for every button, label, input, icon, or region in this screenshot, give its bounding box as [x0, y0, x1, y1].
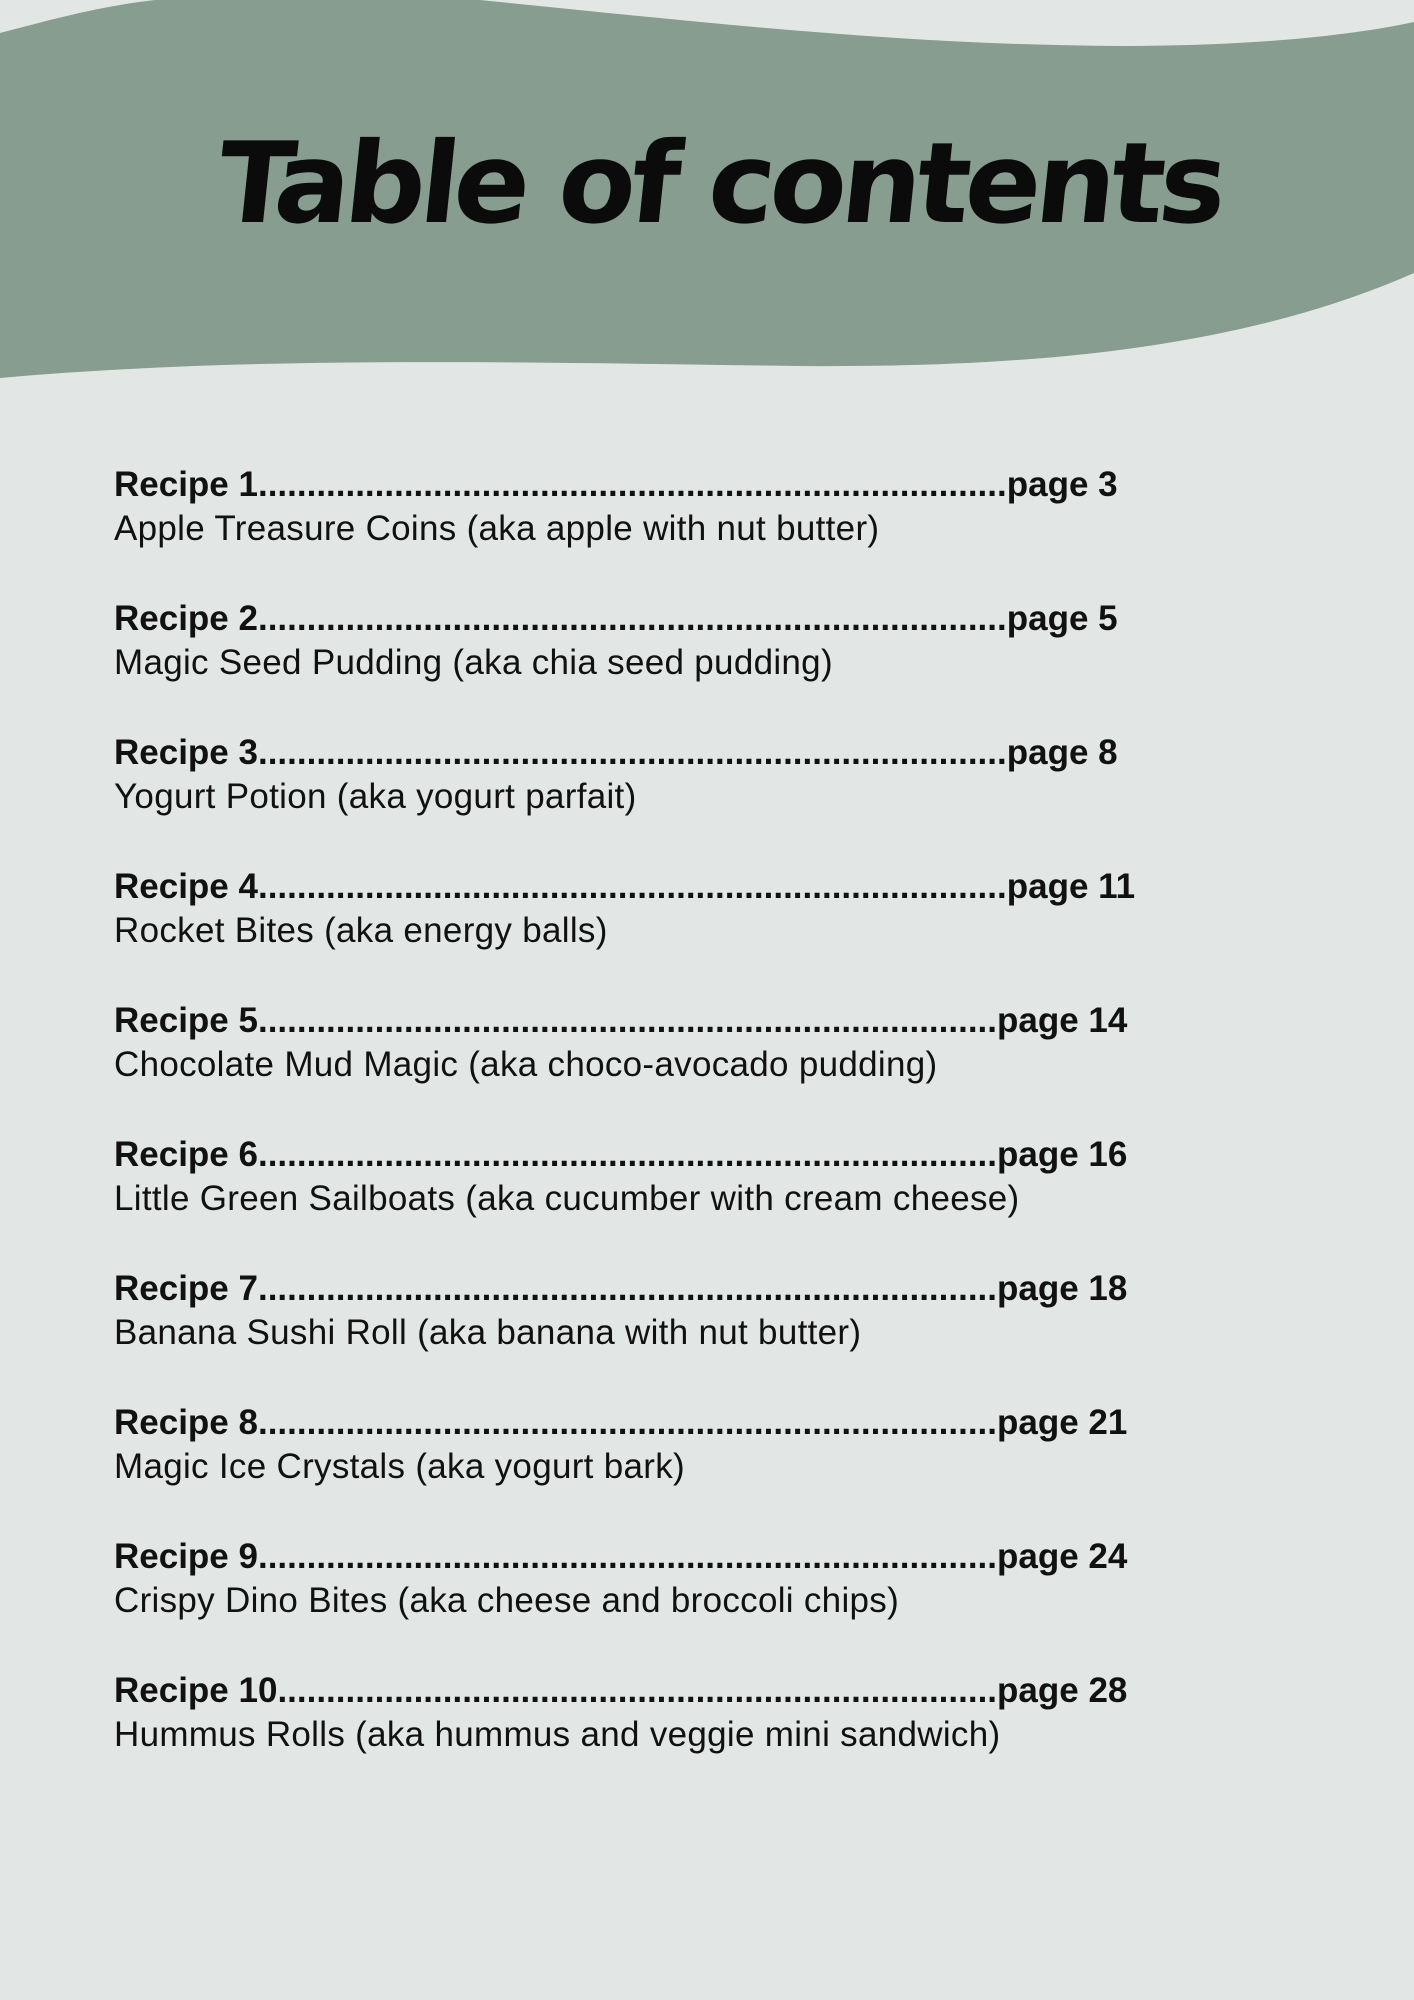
- dot-leader: .............................................................................: [257, 733, 1007, 772]
- toc-entry-heading: [114, 597, 1314, 641]
- page-number: page 24: [997, 1537, 1128, 1576]
- toc-entry: [114, 731, 1314, 865]
- recipe-description: Magic Ice Crystals (aka yogurt bark): [114, 1447, 685, 1486]
- recipe-description: Magic Seed Pudding (aka chia seed pudding): [114, 643, 833, 682]
- dot-leader: ............................................................................: [257, 1537, 998, 1576]
- page-number: page 14: [997, 1001, 1128, 1040]
- toc-entry-heading: [114, 1401, 1314, 1445]
- recipe-label: Recipe 8: [114, 1403, 258, 1442]
- page-number: page 8: [1006, 733, 1118, 772]
- toc-entry-heading: [114, 1535, 1314, 1579]
- dot-leader: ............................................................................: [257, 1269, 998, 1308]
- toc-entry-heading: [114, 999, 1314, 1043]
- dot-leader: ............................................................................: [257, 1001, 998, 1040]
- toc-list: [114, 463, 1314, 1803]
- dot-leader: ..........................................................................: [277, 1671, 998, 1710]
- dot-leader: ............................................................................: [257, 1403, 998, 1442]
- dot-leader: .............................................................................: [257, 599, 1007, 638]
- toc-entry: [114, 1267, 1314, 1401]
- toc-entry-heading: [114, 731, 1314, 775]
- recipe-label: Recipe 4: [114, 867, 258, 906]
- recipe-description: Banana Sushi Roll (aka banana with nut butter): [114, 1313, 862, 1352]
- toc-entry: [114, 1401, 1314, 1535]
- dot-leader: .............................................................................: [257, 867, 1007, 906]
- page-title: Table of contents: [211, 119, 1229, 249]
- recipe-description: Yogurt Potion (aka yogurt parfait): [114, 777, 637, 816]
- toc-entry-heading: [114, 865, 1314, 909]
- toc-entry: [114, 999, 1314, 1133]
- toc-entry: [114, 1535, 1314, 1669]
- recipe-description: Apple Treasure Coins (aka apple with nut butter): [114, 509, 880, 548]
- page-number: page 28: [997, 1671, 1128, 1710]
- page-number: page 3: [1006, 465, 1118, 504]
- recipe-description: Chocolate Mud Magic (aka choco-avocado pudding): [114, 1045, 938, 1084]
- recipe-label: Recipe 10: [114, 1671, 278, 1710]
- recipe-description: Little Green Sailboats (aka cucumber with cream cheese): [114, 1179, 1020, 1218]
- recipe-label: Recipe 6: [114, 1135, 258, 1174]
- dot-leader: ............................................................................: [257, 1135, 998, 1174]
- recipe-description: Rocket Bites (aka energy balls): [114, 911, 608, 950]
- page-number: page 5: [1006, 599, 1118, 638]
- page-number: page 21: [997, 1403, 1128, 1442]
- toc-entry-heading: [114, 463, 1314, 507]
- recipe-label: Recipe 2: [114, 599, 258, 638]
- page-number: page 18: [997, 1269, 1128, 1308]
- page-number: page 11: [1006, 867, 1136, 906]
- toc-entry: [114, 597, 1314, 731]
- toc-entry-heading: [114, 1267, 1314, 1311]
- recipe-label: Recipe 3: [114, 733, 258, 772]
- toc-entry: [114, 865, 1314, 999]
- recipe-description: Hummus Rolls (aka hummus and veggie mini sandwich): [114, 1715, 1001, 1754]
- recipe-label: Recipe 5: [114, 1001, 258, 1040]
- recipe-label: Recipe 1: [114, 465, 258, 504]
- dot-leader: .............................................................................: [257, 465, 1007, 504]
- toc-entry-heading: [114, 1133, 1314, 1177]
- toc-entry-heading: [114, 1669, 1314, 1713]
- recipe-label: Recipe 9: [114, 1537, 258, 1576]
- toc-entry: [114, 463, 1314, 597]
- toc-entry: [114, 1133, 1314, 1267]
- toc-entry: [114, 1669, 1314, 1803]
- page-number: page 16: [997, 1135, 1128, 1174]
- recipe-label: Recipe 7: [114, 1269, 258, 1308]
- recipe-description: Crispy Dino Bites (aka cheese and broccoli chips): [114, 1581, 900, 1620]
